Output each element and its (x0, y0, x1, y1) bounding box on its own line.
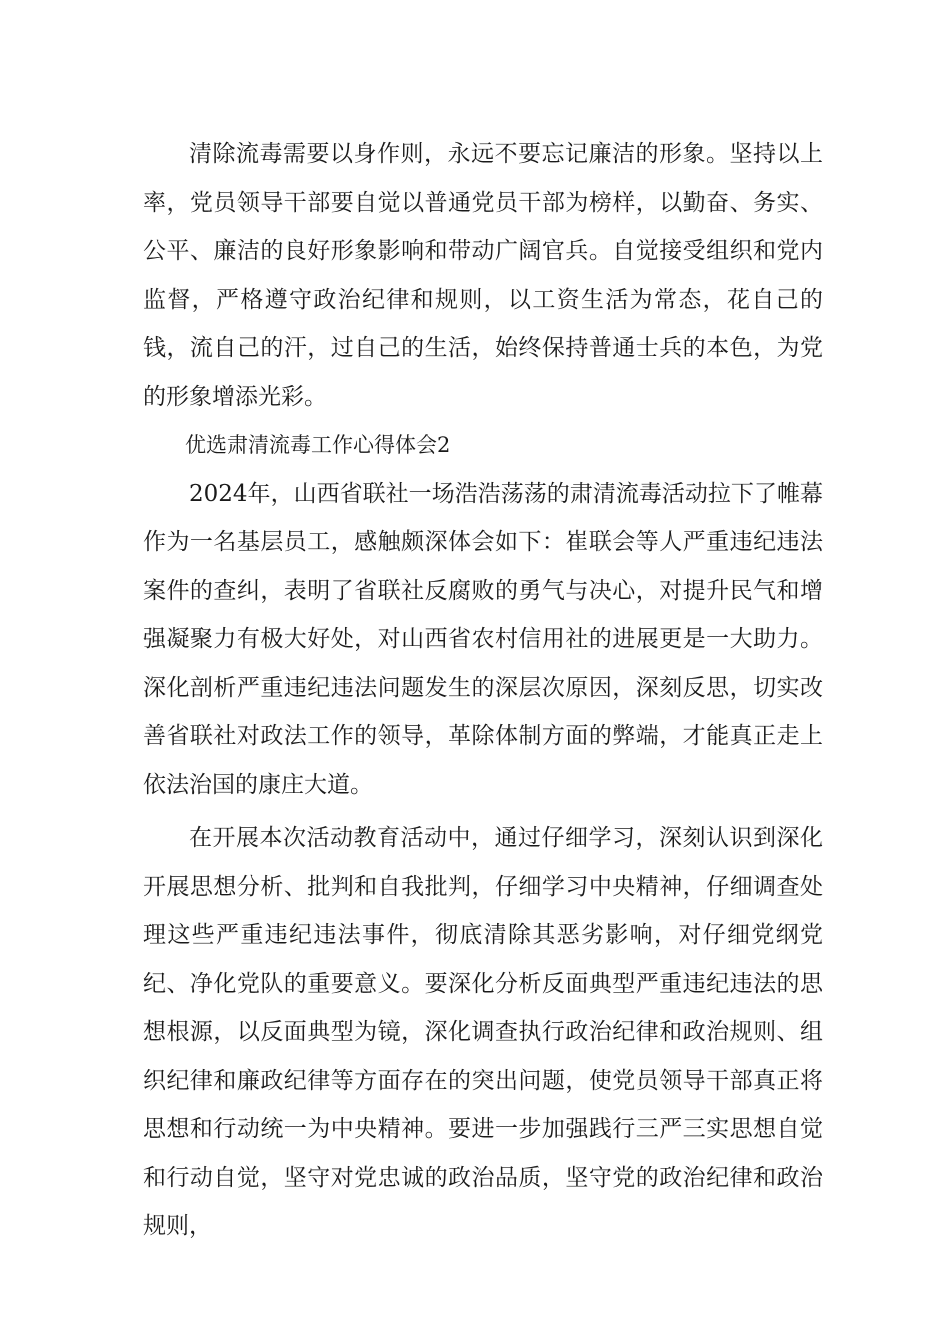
document-body (143, 130, 823, 1251)
paragraph-education-activity: 在开展本次活动教育活动中，通过仔细学习，深刻认识到深化开展思想分析、批判和自我批判，仔细学习中央精神，仔细调查处理这些严重违纪违法事件，彻底清除其恶劣影响，对仔细党纲党纪、净化党队的重要意义。要深化分析反面典型严重违纪违法的思想根源，以反面典型为镜，深化调查执行政治纪律和政治规则、组织纪律和廉政纪律等方面存在的突出问题，使党员领导干部真正将思想和行动统一为中央精神。要进一步加强践行三严三实思想自觉和行动自觉，坚守对党忠诚的政治品质，坚守党的政治纪律和政治规则， (143, 825, 823, 1239)
section-heading: 优选肃清流毒工作心得体会2 (185, 433, 451, 457)
paragraph-integrity: 清除流毒需要以身作则，永远不要忘记廉洁的形象。坚持以上率，党员领导干部要自觉以普通党员干部为榜样，以勤奋、务实、公平、廉洁的良好形象影响和带动广阔官兵。自觉接受组织和党内监督，严格遵守政治纪律和规则，以工资生活为常态，花自己的钱，流自己的汗，过自己的生活，始终保持普通士兵的本色，为党的形象增添光彩。 (143, 141, 823, 410)
paragraph-shanxi-campaign: 2024年，山西省联社一场浩浩荡荡的肃清流毒活动拉下了帷幕作为一名基层员工，感触颇深体会如下：崔联会等人严重违纪违法案件的查纠，表明了省联社反腐败的勇气与决心，对提升民气和增强凝聚力有极大好处，对山西省农村信用社的进展更是一大助力。深化剖析严重违纪违法问题发生的深层次原因，深刻反思，切实改善省联社对政法工作的领导，革除体制方面的弊端，才能真正走上依法治国的康庄大道。 (143, 480, 823, 798)
